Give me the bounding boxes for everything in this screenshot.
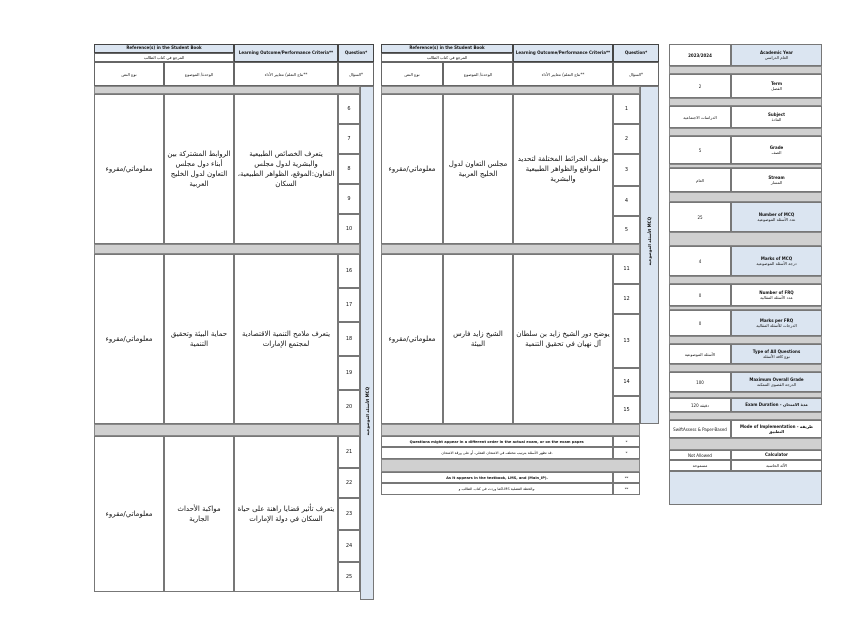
- mid-g1-type: [381, 94, 443, 244]
- question-number: [613, 368, 640, 396]
- left-g1-outcome-text: يتعرف الخصائص الطبيعية والبشرية لدول مجلس التعاون:الموقع، الظواهر الطبيعية، السكان: [237, 149, 335, 189]
- left-spacer-row: [94, 86, 360, 94]
- mid-mcq-label: الأسئلة الموضوعية MCQ: [647, 217, 652, 266]
- mid-g2-outcome: [513, 254, 613, 424]
- question-number-text: 6: [347, 106, 351, 112]
- max-grade-value: [669, 372, 731, 392]
- left-topic-col-label: الوحدة/ الموضوع: [184, 71, 214, 77]
- question-number: [338, 322, 360, 356]
- mid-question-col-label: السؤال*: [629, 71, 643, 77]
- left-mcq-strip: [360, 86, 374, 600]
- max-grade-value-text: 100: [696, 379, 704, 385]
- frq-count-value-text: 0: [698, 292, 702, 298]
- mode-label-en: Mode of Implementation - طريقة التطبيق: [740, 423, 813, 434]
- question-number-text: 1: [624, 106, 629, 112]
- grade-value: [669, 136, 731, 164]
- question-number: [338, 468, 360, 498]
- question-type-label-ar: نوع كافة الأسئلة: [763, 354, 790, 359]
- left-g2-outcome-text: يتعرف ملامح التنمية الاقتصادية لمجتمع الإمارات: [241, 329, 331, 348]
- left-question-header: [338, 44, 374, 62]
- note-2-mark-ar-text: **: [624, 487, 629, 491]
- subject-label: [731, 106, 822, 128]
- academic-year-value: [669, 44, 731, 66]
- mcq-count-value: [669, 202, 731, 232]
- left-outcome-col: [234, 62, 338, 86]
- mid-type-col: [381, 62, 443, 86]
- question-number: [338, 214, 360, 244]
- note-2-en: [381, 472, 613, 483]
- mid-outcome-col: [513, 62, 613, 86]
- mcq-marks-value-text: 4: [698, 258, 702, 264]
- question-number-text: 4: [624, 198, 629, 204]
- question-number-text: 5: [624, 227, 629, 233]
- mode-label: [731, 420, 822, 438]
- academic-year-label: [731, 44, 822, 66]
- mid-reference-header: [381, 44, 513, 53]
- term-label-ar: الفصل: [771, 86, 782, 91]
- left-g3-type-text: معلوماتي/مقروء: [105, 509, 153, 518]
- question-number: [338, 124, 360, 154]
- question-number-text: 20: [345, 404, 353, 410]
- question-number-text: 24: [345, 543, 353, 549]
- mcq-marks-label-ar: درجة الأسئلة الموضوعية: [756, 261, 797, 266]
- grade-label-en: Grade: [769, 144, 784, 150]
- mode-value-text: SwiftAssess & Paper-Based: [673, 426, 727, 432]
- mid-notes-divider: [381, 459, 640, 472]
- info-spacer: [669, 336, 822, 344]
- question-number: [613, 94, 640, 124]
- question-type-value-text: الأسئلة الموضوعية: [684, 351, 716, 357]
- frq-marks-label-ar: الدرجات للأسئلة المقالية: [756, 323, 797, 328]
- duration-label-en: Exam Duration - مدة الامتحان: [745, 402, 808, 408]
- calculator-value-ar: [669, 460, 731, 471]
- mid-question-col: [613, 62, 659, 86]
- question-number-text: 2: [624, 136, 629, 142]
- question-number: [338, 356, 360, 390]
- mid-g2-type: [381, 254, 443, 424]
- question-type-label-en: Type of All Questions: [752, 348, 801, 354]
- note-2-mark: [613, 472, 640, 483]
- question-number-text: 9: [347, 196, 351, 202]
- left-topic-col: [164, 62, 234, 86]
- mcq-count-label-ar: عدد الأسئلة الموضوعية: [757, 217, 796, 222]
- note-1-en-text: Questions might appear in a different order in the actual exam, or on the exam paper.: [409, 439, 585, 444]
- left-divider: [94, 244, 360, 254]
- note-2-mark-ar: [613, 483, 640, 495]
- left-g2-topic-text: حماية البيئة وتحقيق التنمية: [170, 329, 228, 348]
- stream-label-en: Stream: [768, 174, 785, 180]
- stream-label: [731, 168, 822, 192]
- calculator-label-ar-text: الآلة الحاسبة: [766, 462, 787, 468]
- left-reference-sub-label: المرجع في كتاب الطالب: [143, 55, 185, 60]
- question-number: [338, 154, 360, 184]
- question-number: [338, 436, 360, 468]
- question-number: [338, 530, 360, 562]
- note-1-mark-ar: [613, 447, 640, 459]
- left-g3-topic-text: مواكبة الأحداث الجارية: [177, 504, 221, 523]
- mcq-count-label: [731, 202, 822, 232]
- question-number: [338, 254, 360, 288]
- mid-g1-outcome-text: يوظف الخرائط المختلفة لتحديد المواقع والظواهر الطبيعية والبشرية: [517, 154, 609, 184]
- note-2-en-text: As it appears in the textbook, LMS, and (Main_IP).: [446, 475, 548, 480]
- duration-label: [731, 398, 822, 412]
- left-g3-type: [94, 436, 164, 592]
- question-number-text: 15: [623, 407, 630, 413]
- frq-marks-label-en: Marks per FRQ: [759, 317, 794, 323]
- stream-value-text: العام: [696, 177, 704, 183]
- note-1-en: [381, 436, 613, 447]
- mid-g2-type-text: معلوماتي/مقروء: [388, 334, 436, 343]
- mid-topic-col: [443, 62, 513, 86]
- info-spacer: [669, 364, 822, 372]
- duration-value: [669, 398, 731, 412]
- question-number: [613, 396, 640, 424]
- left-type-col: [94, 62, 164, 86]
- mcq-marks-label-en: Marks of MCQ: [760, 255, 793, 261]
- question-type-label: [731, 344, 822, 364]
- mid-type-col-label: نوع النص: [404, 71, 420, 77]
- academic-year-label-en: Academic Year: [760, 49, 793, 55]
- left-g2-type-text: معلوماتي/مقروء: [105, 334, 153, 343]
- left-question-col: [338, 62, 374, 86]
- grade-value-text: 5: [698, 147, 702, 153]
- info-spacer: [669, 66, 822, 74]
- question-number: [338, 498, 360, 530]
- left-g2-topic: [164, 254, 234, 424]
- left-type-col-label: نوع النص: [121, 71, 137, 77]
- note-2-ar: [381, 483, 613, 495]
- frq-count-label-ar: عدد الأسئلة المقالية: [760, 295, 793, 300]
- academic-year-value-text: 2023/2024: [688, 52, 712, 58]
- frq-marks-value-text: 0: [698, 320, 702, 326]
- info-spacer: [669, 128, 822, 136]
- mid-outcome-col-label: نتاج التعلم/ معايير الأداء**: [541, 71, 585, 77]
- mid-mcq-strip: [640, 86, 659, 424]
- left-g1-outcome: [234, 94, 338, 244]
- subject-label-en: Subject: [768, 111, 785, 117]
- left-outcome-header: [234, 44, 338, 62]
- note-1-mark-ar-text: *: [625, 451, 628, 455]
- question-number: [338, 288, 360, 322]
- mid-g1-topic: [443, 94, 513, 244]
- left-question-col-label: السؤال*: [349, 71, 363, 77]
- question-number: [338, 94, 360, 124]
- grade-label: [731, 136, 822, 164]
- note-2-ar-text: كما وردت في كتاب الطالب وLMS والخطة الفصلية.: [458, 487, 536, 491]
- note-2-mark-text: **: [624, 475, 629, 480]
- question-number: [613, 186, 640, 216]
- stream-value: [669, 168, 731, 192]
- note-1-ar-text: قد تظهر الأسئلة بترتيب مختلف في الامتحان الفعلي، أو على ورقة الامتحان.: [441, 451, 553, 455]
- question-number: [613, 254, 640, 284]
- info-spacer: [669, 232, 822, 246]
- question-number: [338, 562, 360, 592]
- mid-topic-col-label: الوحدة/ الموضوع: [463, 71, 493, 77]
- question-number-text: 8: [347, 166, 351, 172]
- question-number-text: 21: [345, 449, 353, 455]
- info-spacer: [669, 438, 822, 450]
- mid-reference-sub-label: المرجع في كتاب الطالب: [426, 55, 468, 60]
- mid-outcome-header: [513, 44, 613, 62]
- question-number-text: 25: [345, 574, 353, 580]
- mcq-count-label-en: Number of MCQ: [758, 211, 795, 217]
- mode-value: [669, 420, 731, 438]
- question-number-text: 19: [345, 370, 353, 376]
- left-outcome-col-label: نتاج التعلم/ معايير الأداء**: [264, 71, 308, 77]
- mcq-count-value-text: 25: [697, 214, 703, 220]
- info-footer: [669, 471, 822, 505]
- left-reference-header: [94, 44, 234, 53]
- mid-question-header-label: Question*: [624, 49, 648, 55]
- question-number-text: 23: [345, 511, 353, 517]
- term-label: [731, 74, 822, 98]
- frq-count-value: [669, 284, 731, 306]
- question-number: [613, 154, 640, 186]
- left-question-header-label: Question*: [344, 49, 368, 55]
- calculator-value: [669, 450, 731, 460]
- note-1-ar: [381, 447, 613, 459]
- term-label-en: Term: [770, 80, 783, 86]
- mid-divider: [381, 424, 640, 436]
- left-reference-sub: [94, 53, 234, 62]
- left-reference-header-label: Reference(s) in the Student Book: [126, 45, 202, 51]
- mid-reference-sub: [381, 53, 513, 62]
- left-g2-type: [94, 254, 164, 424]
- calculator-label-en: Calculator: [765, 452, 788, 458]
- mid-reference-header-label: Reference(s) in the Student Book: [409, 45, 485, 51]
- frq-count-label: [731, 284, 822, 306]
- question-type-value: [669, 344, 731, 364]
- question-number-text: 14: [623, 379, 630, 385]
- note-1-mark: [613, 436, 640, 447]
- frq-marks-label: [731, 310, 822, 336]
- calculator-value-text: Not Allowed: [688, 452, 712, 458]
- question-number-text: 17: [345, 302, 353, 308]
- left-g3-topic: [164, 436, 234, 592]
- mid-spacer-row: [381, 86, 640, 94]
- subject-label-ar: المادة: [771, 117, 782, 122]
- max-grade-label: [731, 372, 822, 392]
- calculator-value-ar-text: مسموحة: [692, 463, 708, 468]
- question-number-text: 18: [345, 336, 353, 342]
- question-number-text: 3: [624, 167, 629, 173]
- subject-value: [669, 106, 731, 128]
- mid-g2-outcome-text: يوضح دور الشيخ زايد بن سلطان آل نهيان في تحقيق التنمية: [516, 329, 610, 348]
- question-number: [613, 124, 640, 154]
- question-number: [338, 184, 360, 214]
- question-number-text: 13: [623, 338, 630, 344]
- left-g3-outcome-text: يتعرف تأثير قضايا راهنة على حياة السكان في دولة الإمارات: [237, 504, 335, 523]
- max-grade-label-en: Maximum Overall Grade: [749, 376, 804, 382]
- duration-value-text: 120 دقيقة: [691, 402, 709, 408]
- term-value-text: 2: [698, 83, 702, 89]
- left-g1-topic-text: الروابط المشتركة بين أبناء دول مجلس التعاون لدول الخليج العربية: [167, 149, 231, 189]
- question-number-text: 11: [623, 266, 630, 272]
- mid-divider: [381, 244, 640, 254]
- mid-g2-topic: [443, 254, 513, 424]
- term-value: [669, 74, 731, 98]
- subject-value-text: الدراسات الاجتماعية: [683, 114, 717, 120]
- mid-question-header: [613, 44, 659, 62]
- question-number-text: 16: [345, 268, 353, 274]
- left-mcq-label: الأسئلة الموضوعية MCQ: [365, 387, 370, 436]
- academic-year-label-ar: العام الدراسي: [764, 55, 789, 60]
- mid-g1-type-text: معلوماتي/مقروء: [388, 164, 436, 173]
- stream-label-ar: المسار: [770, 180, 783, 185]
- max-grade-label-ar: الدرجة القصوى الممكنة: [756, 382, 797, 387]
- mcq-marks-label: [731, 246, 822, 276]
- question-number: [613, 314, 640, 368]
- info-spacer: [669, 276, 822, 284]
- mid-outcome-header-label: Learning Outcome/Performance Criteria**: [515, 49, 611, 55]
- note-1-mark-text: *: [625, 439, 628, 444]
- info-spacer: [669, 192, 822, 202]
- left-g1-type: [94, 94, 164, 244]
- question-number-text: 7: [347, 136, 351, 142]
- question-number-text: 22: [345, 480, 353, 486]
- mid-g1-outcome: [513, 94, 613, 244]
- question-number: [613, 216, 640, 244]
- left-g1-type-text: معلوماتي/مقروء: [105, 164, 153, 173]
- left-g2-outcome: [234, 254, 338, 424]
- left-g1-topic: [164, 94, 234, 244]
- question-number-text: 10: [345, 226, 353, 232]
- mid-g1-topic-text: مجلس التعاون لدول الخليج العربية: [448, 159, 508, 178]
- calculator-label: [731, 450, 822, 460]
- left-divider: [94, 424, 360, 436]
- left-outcome-header-label: Learning Outcome/Performance Criteria**: [238, 49, 334, 55]
- grade-label-ar: الصف: [771, 150, 782, 155]
- question-number: [613, 284, 640, 314]
- mid-g2-topic-text: الشيخ زايد فارس البيئة: [453, 329, 503, 348]
- calculator-label-ar: [731, 460, 822, 471]
- left-g3-outcome: [234, 436, 338, 592]
- frq-count-label-en: Number of FRQ: [759, 289, 794, 295]
- info-spacer: [669, 412, 822, 420]
- frq-marks-value: [669, 310, 731, 336]
- info-spacer: [669, 98, 822, 106]
- question-number-text: 12: [623, 296, 630, 302]
- mcq-marks-value: [669, 246, 731, 276]
- question-number: [338, 390, 360, 424]
